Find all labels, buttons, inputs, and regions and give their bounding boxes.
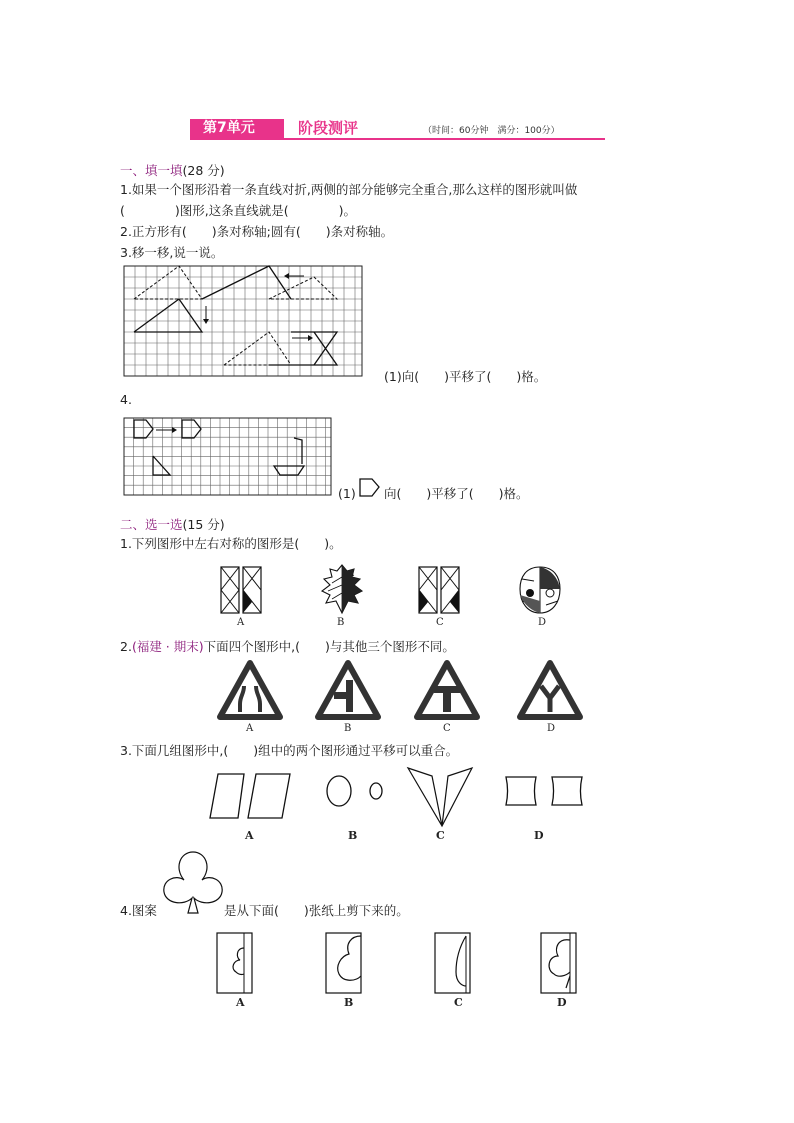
s2-q4-option-b: B: [344, 996, 354, 1009]
q4-sub: (1): [338, 486, 356, 501]
paper-c: [434, 932, 472, 994]
q2-text: 2.正方形有( )条对称轴;圆有( )条对称轴。: [120, 224, 394, 239]
q4-sub-text: 向( )平移了( )格。: [384, 486, 529, 501]
s2-q4-prefix: 4.图案: [120, 903, 157, 918]
s2-q3-option-c: C: [436, 829, 445, 842]
s2-q1-figure-b: [320, 563, 364, 615]
grid-q3: [124, 266, 362, 376]
s2-q2-option-b: B: [344, 723, 352, 734]
s2-q2-text: 2.(福建 · 期末)下面四个图形中,( )与其他三个图形不同。: [120, 639, 455, 654]
s2-q3-figure-b: [325, 774, 387, 808]
s2-q3-option-b: B: [348, 829, 358, 842]
sign-d: [517, 660, 583, 720]
s2-q4-option-c: C: [454, 996, 463, 1009]
s2-q2-option-a: A: [246, 723, 254, 734]
test-info: （时间：60分钟 满分：100分）: [423, 126, 560, 136]
paper-b: [325, 932, 363, 994]
q1-line1: 1.如果一个图形沿着一条直线对折,两侧的部分能够完全重合,那么这样的图形就叫做: [120, 182, 578, 197]
pentagon-icon: [358, 477, 382, 499]
s2-q1-figure-d: [516, 565, 564, 615]
s2-q4-option-a: A: [236, 996, 245, 1009]
sign-b: [315, 660, 381, 720]
s2-q3-option-a: A: [245, 829, 254, 842]
s2-q3-option-d: D: [534, 829, 544, 842]
s2-q2-option-c: C: [443, 723, 451, 734]
s2-q1-text: 1.下列图形中左右对称的图形是( )。: [120, 536, 342, 551]
s2-q1-option-b: B: [337, 617, 345, 628]
s2-q2-option-d: D: [547, 723, 556, 734]
q3-sub: (1)向( )平移了( )格。: [384, 369, 547, 384]
s2-q3-figure-a: [208, 772, 292, 820]
sign-c: [414, 660, 480, 720]
header-rule: [190, 138, 605, 140]
s2-q3-text: 3.下面几组图形中,( )组中的两个图形通过平移可以重合。: [120, 743, 459, 758]
s2-q1-option-a: A: [237, 617, 245, 628]
unit-label: 第7单元: [203, 120, 255, 136]
q1-line2: ( )图形,这条直线就是( )。: [120, 203, 356, 218]
sign-a: [217, 660, 283, 720]
page-title: 阶段测评: [298, 119, 359, 137]
s2-q1-figure-c: [418, 566, 460, 614]
q3-text: 3.移一移,说一说。: [120, 245, 224, 260]
paper-a: [216, 932, 254, 994]
q4-text: 4.: [120, 392, 132, 407]
s2-q1-option-d: D: [538, 617, 547, 628]
s2-q3-figure-d: [500, 774, 586, 808]
section2-title: 二、选一选(15 分): [120, 517, 225, 532]
cloud-pattern: [160, 850, 226, 918]
s2-q3-figure-c: [406, 766, 474, 828]
s2-q4-suffix: 是从下面( )张纸上剪下来的。: [224, 903, 409, 918]
grid-q4: [124, 418, 331, 495]
section1-title: 一、填一填(28 分): [120, 163, 225, 178]
s2-q1-option-c: C: [436, 617, 444, 628]
paper-d: [540, 932, 578, 994]
s2-q4-option-d: D: [557, 996, 567, 1009]
s2-q1-figure-a: [220, 566, 262, 614]
